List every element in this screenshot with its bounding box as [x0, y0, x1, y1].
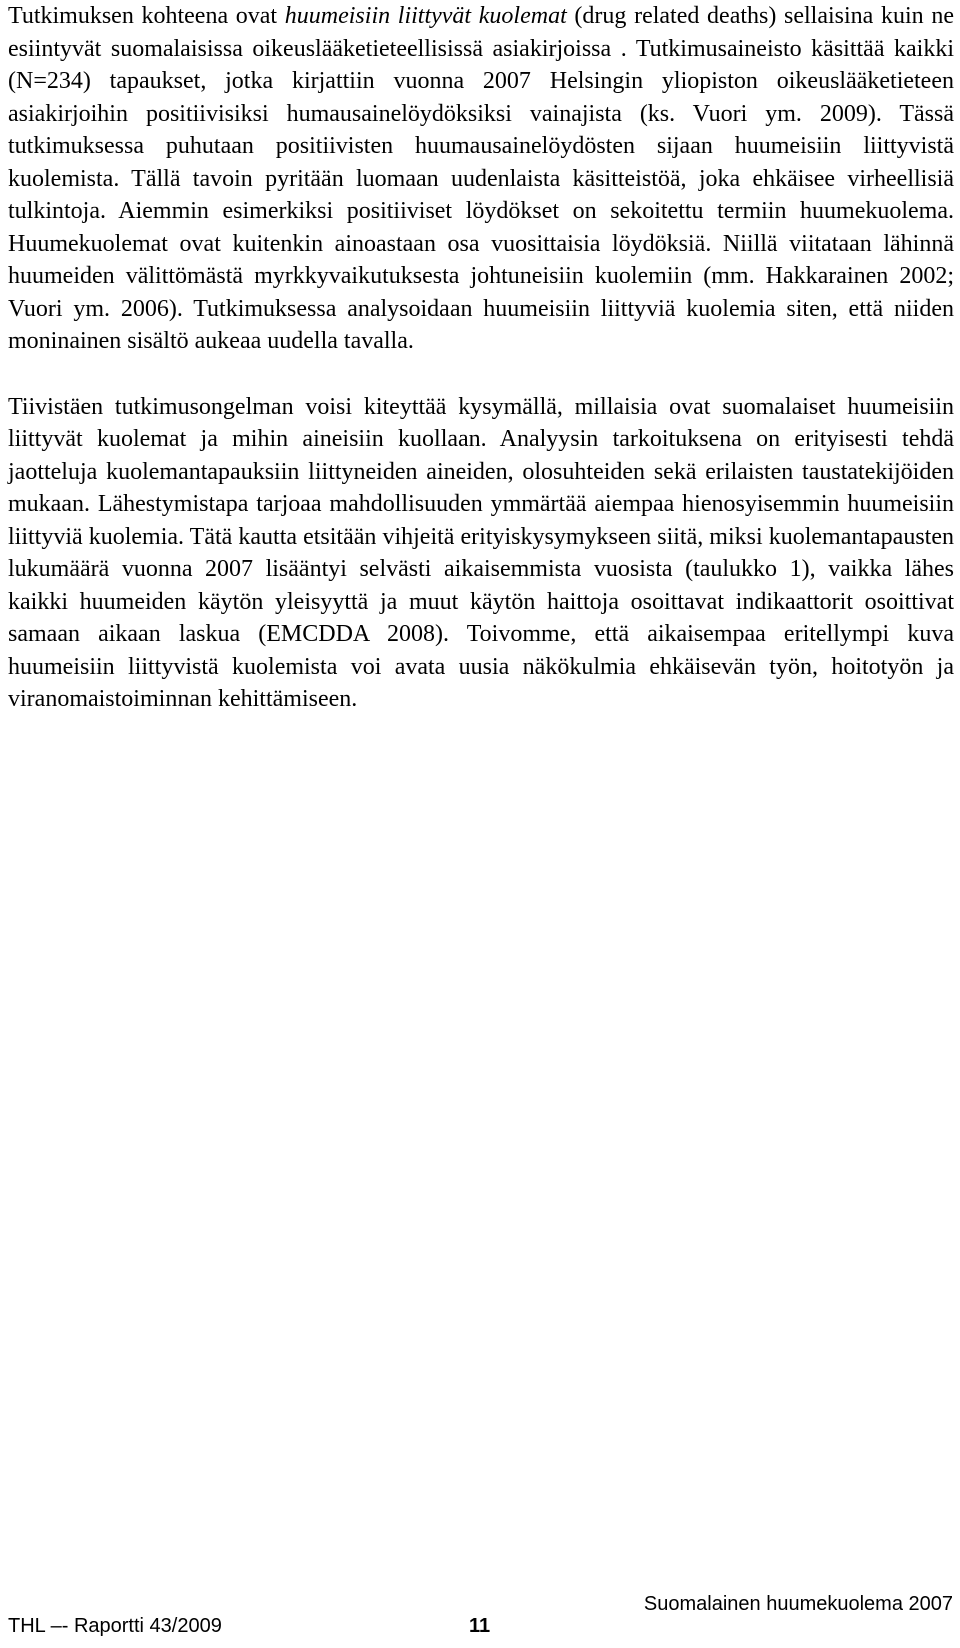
footer-report-id: THL –- Raportti 43/2009: [8, 1615, 222, 1637]
paragraph-1-italic-term: huumeisiin liittyvät kuolemat: [284, 3, 567, 29]
document-body: [8, 0, 954, 716]
paragraph-1: [8, 0, 954, 358]
page-number: 11: [469, 1615, 491, 1637]
paragraph-1-text-end: (drug related deaths) sellaisina kuin ne esiintyvät suomalaisissa oikeuslääketieteellisissä asiakirjoissa . Tutkimusaineisto käsittää kaikki (N=234) tapaukset, jotka kirjattiin vuonna 2007 Helsingin yliopiston oikeuslääketieteen asiakirjoihin positiivisiksi humausainelöydöksiksi vainajista (ks. Vuori ym. 2009). Tässä tutkimuksessa puhutaan positiivisten huumausainelöydösten sijaan huumeisiin liittyvistä kuolemista. Tällä tavoin pyritään luomaan uudenlaista käsitteistöä, joka ehkäisee virheellisiä tulkintoja. Aiemmin esimerkiksi positiiviset löydökset on sekoitettu termiin huumekuolema. Huumekuolemat ovat kuitenkin ainoastaan osa vuosittaisia löydöksiä. Niillä viitataan lähinnä huumeiden välittömästä myrkkyvaikutuksesta johtuneisiin kuolemiin (mm. Hakkarainen 2002; Vuori ym. 2006). Tutkimuksessa analysoidaan huumeisiin liittyviä kuolemia siten, että niiden moninainen sisältö aukeaa uudella tavalla.: [8, 3, 954, 354]
paragraph-1-text-start: Tutkimuksen kohteena ovat: [8, 3, 285, 29]
page-footer: [0, 1586, 960, 1648]
paragraph-2: Tiivistäen tutkimusongelman voisi kiteyttää kysymällä, millaisia ovat suomalaiset huumeisiin liittyvät kuolemat ja mihin aineisiin kuollaan. Analyysin tarkoituksena on erityisesti tehdä jaotteluja kuolemantapauksiin liittyneiden aineiden, olosuhteiden sekä erilaisten taustatekijöiden mukaan. Lähestymistapa tarjoaa mahdollisuuden ymmärtää aiempaa hienosyisemmin huumeisiin liittyviä kuolemia. Tätä kautta etsitään vihjeitä erityiskysymykseen siitä, miksi kuolemantapausten lukumäärä vuonna 2007 lisääntyi selvästi aikaisemmista vuosista (taulukko 1), vaikka lähes kaikki huumeiden käytön yleisyyttä ja muut käytön haittoja osoittavat indikaattorit osoittivat samaan aikaan laskua (EMCDDA 2008). Toivomme, että aikaisempaa eritellympi kuva huumeisiin liittyvistä kuolemista voi avata uusia näkökulmia ehkäisevän työn, hoitotyön ja viranomaistoiminnan kehittämiseen.: [8, 393, 954, 712]
footer-publication-title: Suomalainen huumekuolema 2007: [643, 1593, 953, 1615]
